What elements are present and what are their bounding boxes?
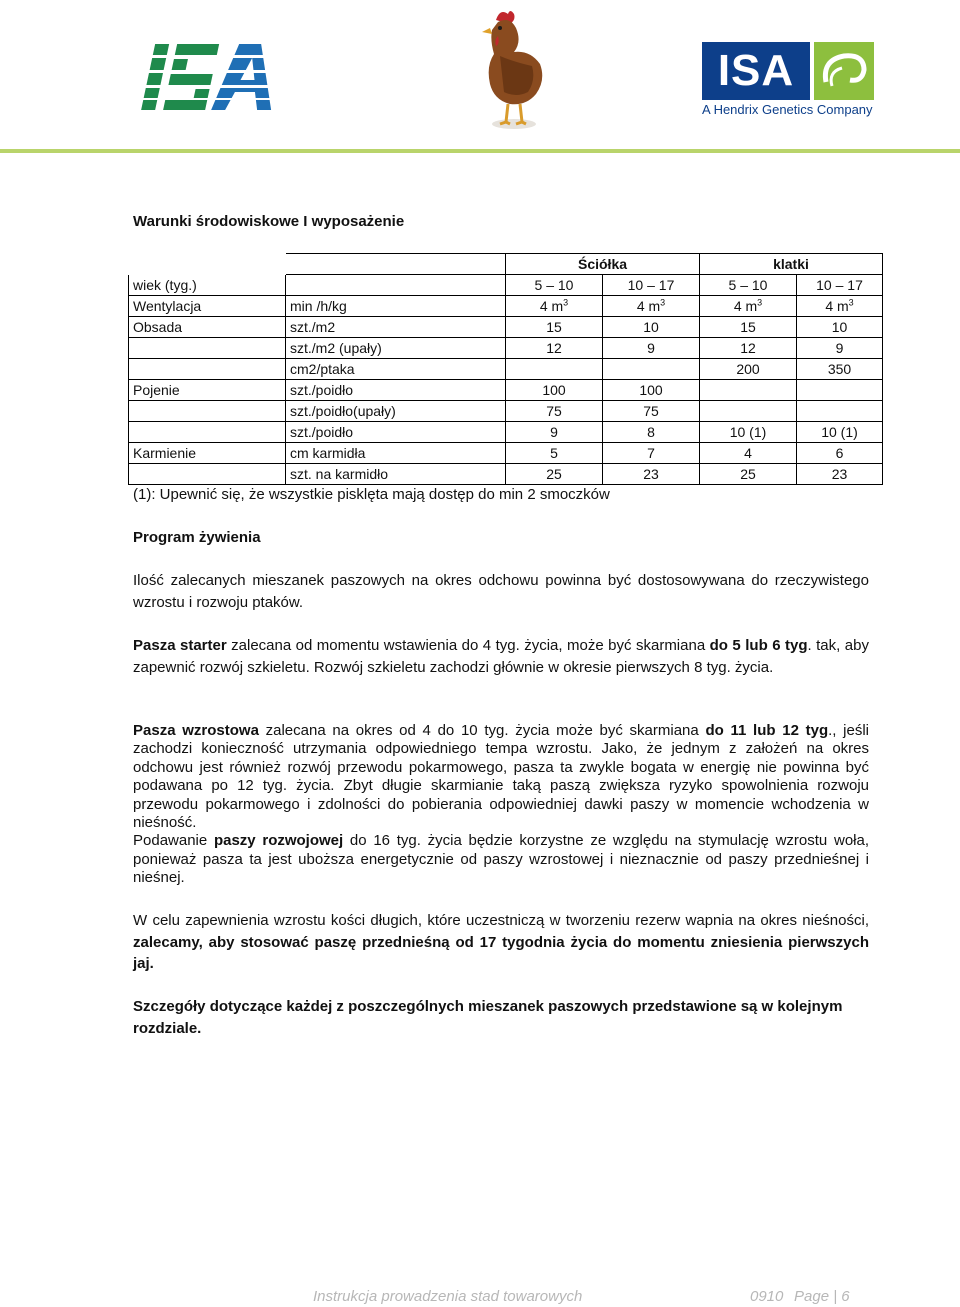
table-cell [603, 359, 700, 380]
table-cell: 10 [797, 317, 883, 338]
table-row [129, 443, 883, 464]
row-label: wiek (tyg.) [129, 275, 286, 296]
text: ., jeśli zachodzi konieczność utrzymania odpowiedniego tempa wzrostu. Jako, że jednym z założeń na okres odchowu jest również rozwój przewodu pokarmowego, pasza ta zwykle bogata w energię nie powinna być podawana po 12 tyg. życia. Zbyt długie skarmianie taką paszą zwiększa ryzyko spowolnienia rozwoju przewodu pokarmowego i zdolności do pobierania odpowiedniej dawki paszy w momencie wchodzenia w nieśność. [133, 722, 869, 832]
paragraph-details: Szczegóły dotyczące każdej z poszczególnych mieszanek paszowych przedstawione są w kolejnym rozdziale. [133, 998, 843, 1037]
table-cell [700, 380, 797, 401]
text: . tak, aby zapewnić rozwój szkieletu. Rozwój szkieletu zachodzi głównie w okresie pierwszych 8 tyg. życia. [133, 637, 869, 676]
table-cell: 100 [506, 380, 603, 401]
row-unit: szt./m2 (upały) [286, 338, 506, 359]
cell-value: 4 m [825, 298, 849, 314]
bold-text: Pasza wzrostowa [133, 722, 259, 739]
table-cell [700, 296, 797, 317]
cell-value: 4 m [539, 298, 564, 314]
text: zalecana od momentu wstawienia do 4 tyg. życia, może być skarmiana [226, 637, 710, 654]
table-cell: 23 [797, 464, 883, 485]
page-header [0, 0, 960, 156]
row-label: Karmienie [129, 443, 286, 464]
logo-tagline: A Hendrix Genetics Company [702, 102, 873, 117]
row-unit: szt./poidło [286, 422, 506, 443]
text: zalecana na okres od 4 do 10 tyg. życia może być skarmiana [258, 722, 706, 739]
table-cell: 10 [603, 317, 700, 338]
table-row [129, 380, 883, 401]
table-cell: 5 – 10 [506, 275, 603, 296]
table-cell: 9 [506, 422, 603, 443]
row-label: Wentylacja [129, 296, 286, 317]
table-cell [700, 401, 797, 422]
header-rule [0, 149, 960, 153]
table-cell: 23 [603, 464, 700, 485]
table-row [129, 338, 883, 359]
bold-text: do 5 lub 6 tyg [709, 637, 808, 654]
table-cell [603, 296, 700, 317]
table-cell [797, 296, 883, 317]
table-row [129, 464, 883, 485]
table-cell: 12 [506, 338, 603, 359]
section-title-environment: Warunki środowiskowe I wyposażenie [133, 213, 405, 230]
row-unit: szt./m2 [286, 317, 506, 338]
superscript: 3 [848, 297, 854, 308]
table-cell: 350 [797, 359, 883, 380]
table-cell [506, 296, 603, 317]
cell-value: 4 m [636, 298, 661, 314]
table-cell: 10 (1) [700, 422, 797, 443]
row-unit: szt. na karmidło [286, 464, 506, 485]
row-label: Pojenie [129, 380, 286, 401]
table-cell: 25 [700, 464, 797, 485]
table-cell: 9 [603, 338, 700, 359]
row-label: Obsada [129, 317, 286, 338]
superscript: 3 [757, 297, 763, 308]
isa-hendrix-logo [702, 42, 877, 122]
footer-title: Instrukcja prowadzenia stad towarowych [313, 1288, 583, 1305]
paragraph-grower [133, 722, 869, 888]
row-label [129, 338, 286, 359]
table-cell: 6 [797, 443, 883, 464]
footer-page: Page | 6 [794, 1288, 850, 1305]
table-row [129, 422, 883, 443]
bold-text: zalecamy, aby stosować paszę przednieśną od 17 tygodnia życia do momentu zniesienia pierwszych jaj. [133, 933, 869, 972]
row-unit: cm2/ptaka [286, 359, 506, 380]
row-label [129, 401, 286, 422]
table-cell: 15 [700, 317, 797, 338]
bold-text: paszy rozwojowej [213, 832, 344, 850]
row-unit: szt./poidło(upały) [286, 401, 506, 422]
row-unit: cm karmidła [286, 443, 506, 464]
section-title-feeding: Program żywienia [133, 529, 261, 546]
table-header-row [129, 254, 883, 275]
row-unit [286, 275, 506, 296]
text: do 16 tyg. życia będzie korzystne ze względu na stymulację wzrostu woła, ponieważ pasza ta jest uboższa energetycznie od paszy wzrostowej i nieznacznie od paszy przednieśnej i nieśnej. [133, 832, 869, 887]
table-row [129, 317, 883, 338]
isa-logo-text: ISA [702, 42, 810, 100]
table-cell [506, 359, 603, 380]
table-cell: 4 [700, 443, 797, 464]
cell-value: 4 m [733, 298, 758, 314]
table-cell: 10 – 17 [797, 275, 883, 296]
environment-table [128, 253, 883, 485]
table-row [129, 275, 883, 296]
paragraph-intro: Ilość zalecanych mieszanek paszowych na okres odchowu powinna być dostosowywana do rzeczywistego wzrostu i rozwoju ptaków. [133, 572, 869, 611]
header-litter: Ściółka [506, 254, 700, 275]
bold-text: Pasza starter [133, 637, 227, 654]
isa-logo-left [136, 40, 302, 114]
table-cell: 10 – 17 [603, 275, 700, 296]
superscript: 3 [660, 297, 666, 308]
table-row [129, 296, 883, 317]
table-cell: 100 [603, 380, 700, 401]
table-cell: 8 [603, 422, 700, 443]
header-cages: klatki [700, 254, 883, 275]
table-cell: 10 (1) [797, 422, 883, 443]
table-cell: 15 [506, 317, 603, 338]
row-unit: min /h/kg [286, 296, 506, 317]
text: Podawanie [133, 832, 214, 850]
table-cell: 200 [700, 359, 797, 380]
footer-version: 0910 [750, 1288, 784, 1305]
bold-text: do 11 lub 12 tyg [705, 722, 829, 739]
row-unit: szt./poidło [286, 380, 506, 401]
hen-image [470, 6, 550, 134]
table-cell: 7 [603, 443, 700, 464]
table-cell: 9 [797, 338, 883, 359]
table-cell [797, 380, 883, 401]
row-label [129, 359, 286, 380]
table-cell: 5 [506, 443, 603, 464]
table-cell: 5 – 10 [700, 275, 797, 296]
table-cell [797, 401, 883, 422]
text: W celu zapewnienia wzrostu kości długich, które uczestniczą w tworzeniu rezerw wapnia na okres nieśności, [133, 912, 869, 929]
logo-swirl-icon [814, 42, 874, 100]
table-cell: 75 [506, 401, 603, 422]
table-footnote: (1): Upewnić się, że wszystkie pisklęta mają dostęp do min 2 smoczków [133, 486, 610, 503]
table-row [129, 401, 883, 422]
paragraph-starter [133, 635, 869, 678]
table-cell: 75 [603, 401, 700, 422]
superscript: 3 [563, 297, 569, 308]
table-row [129, 359, 883, 380]
table-cell: 12 [700, 338, 797, 359]
table-cell: 25 [506, 464, 603, 485]
row-label [129, 422, 286, 443]
row-label [129, 464, 286, 485]
paragraph-bones [133, 910, 869, 975]
